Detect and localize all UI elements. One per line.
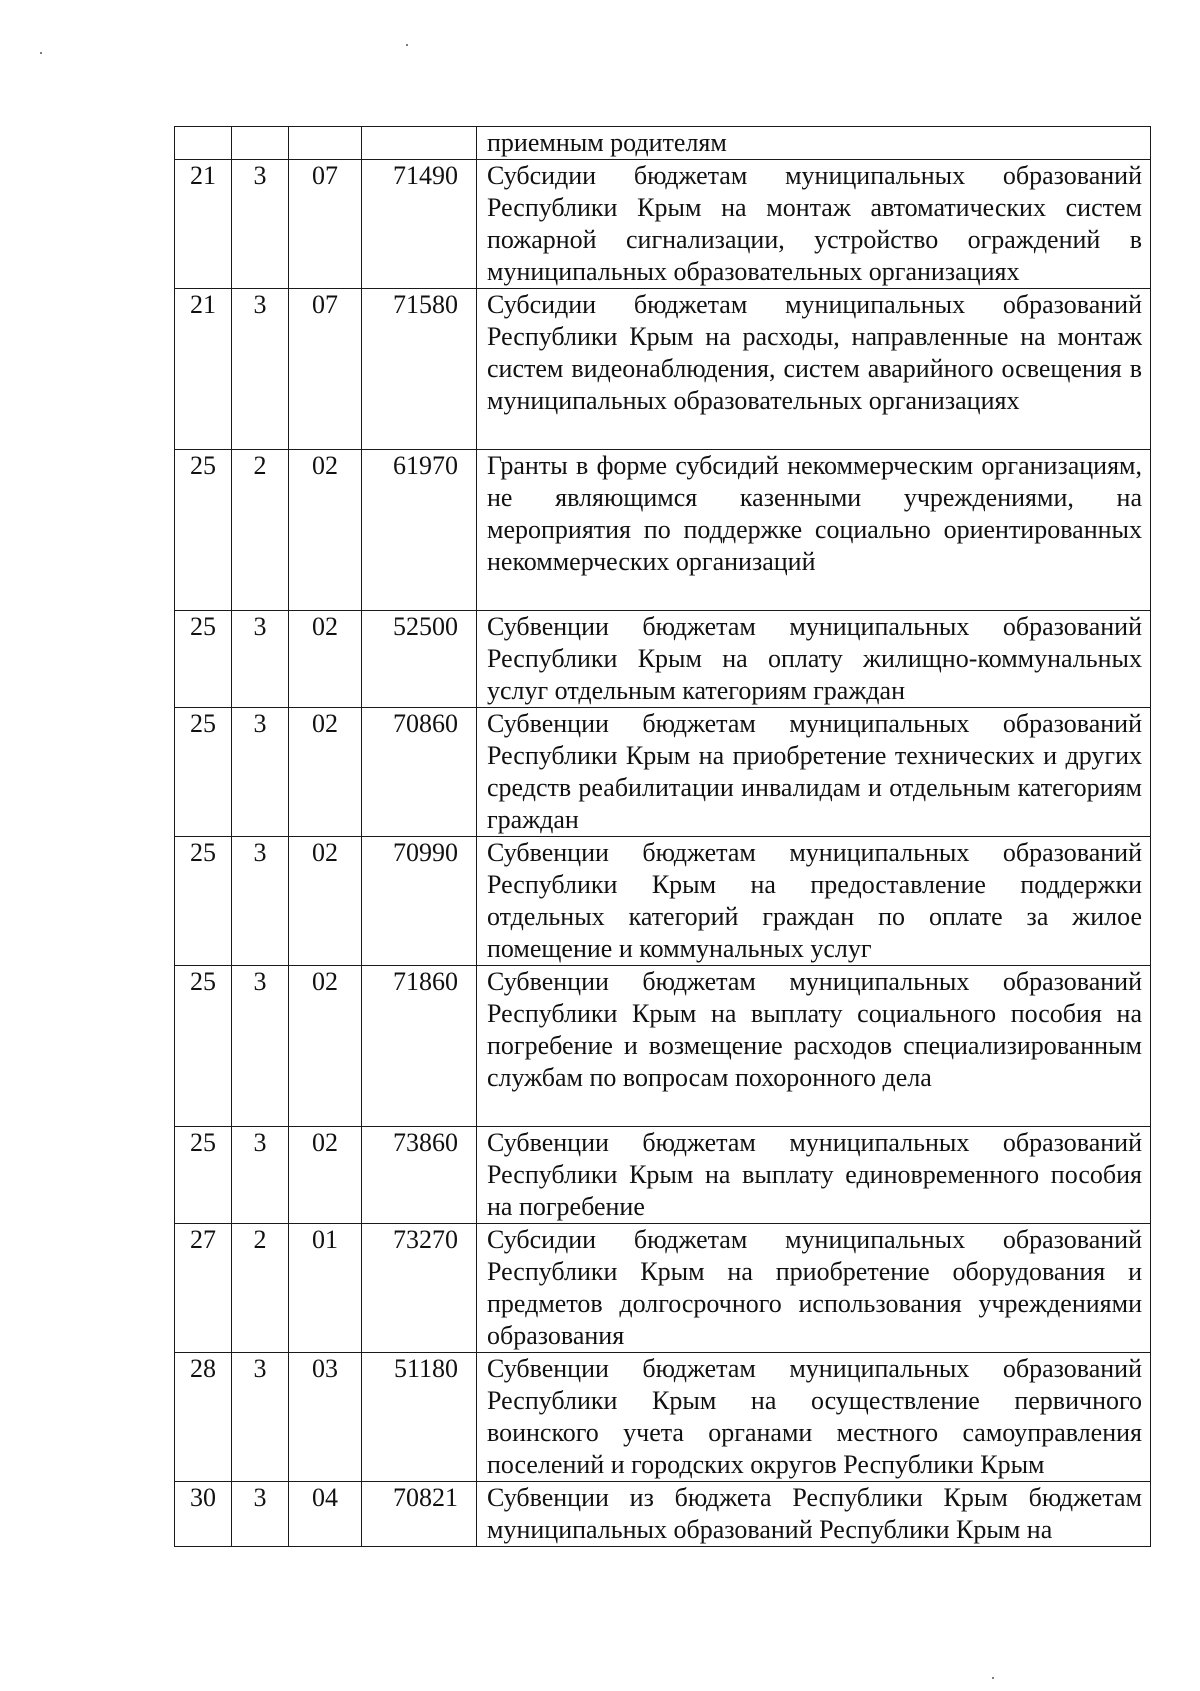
code-cell-1: 25	[175, 450, 232, 611]
code-cell-4: 70860	[362, 708, 477, 837]
code-cell-2: 3	[232, 966, 289, 1127]
code-cell-3: 02	[289, 1127, 362, 1224]
code-cell-4: 61970	[362, 450, 477, 611]
code-cell-2: 2	[232, 1224, 289, 1353]
code-cell-3: 02	[289, 611, 362, 708]
description-cell: Субвенции бюджетам муниципальных образований Республики Крым на предоставление поддержки отдельных категорий граждан по оплате за жилое помещение и коммунальных услуг	[477, 837, 1151, 966]
code-cell-3: 04	[289, 1482, 362, 1547]
code-cell-3: 02	[289, 450, 362, 611]
code-cell-1	[175, 127, 232, 160]
code-cell-4: 52500	[362, 611, 477, 708]
description-cell: приемным родителям	[477, 127, 1151, 160]
code-cell-3: 01	[289, 1224, 362, 1353]
code-cell-1: 25	[175, 966, 232, 1127]
code-cell-2: 3	[232, 289, 289, 450]
table-row	[175, 966, 1151, 1127]
code-cell-1: 25	[175, 1127, 232, 1224]
code-cell-2	[232, 127, 289, 160]
table-row	[175, 127, 1151, 160]
code-cell-3: 02	[289, 966, 362, 1127]
code-cell-2: 3	[232, 1353, 289, 1482]
table-row	[175, 1224, 1151, 1353]
code-cell-1: 28	[175, 1353, 232, 1482]
code-cell-1: 25	[175, 837, 232, 966]
code-cell-4	[362, 127, 477, 160]
code-cell-3: 02	[289, 708, 362, 837]
budget-classification-table	[174, 126, 1151, 1547]
scan-speck	[992, 1677, 994, 1679]
table-row	[175, 1482, 1151, 1547]
code-cell-4: 70821	[362, 1482, 477, 1547]
code-cell-4: 73270	[362, 1224, 477, 1353]
table-row	[175, 837, 1151, 966]
code-cell-2: 3	[232, 708, 289, 837]
code-cell-2: 3	[232, 611, 289, 708]
description-cell: Субсидии бюджетам муниципальных образований Республики Крым на приобретение оборудования и предметов долгосрочного использования учреждениями образования	[477, 1224, 1151, 1353]
code-cell-4: 71860	[362, 966, 477, 1127]
description-cell: Субвенции бюджетам муниципальных образований Республики Крым на выплату единовременного пособия на погребение	[477, 1127, 1151, 1224]
code-cell-4: 71490	[362, 160, 477, 289]
code-cell-3: 07	[289, 289, 362, 450]
code-cell-4: 73860	[362, 1127, 477, 1224]
table-row	[175, 450, 1151, 611]
description-cell: Субсидии бюджетам муниципальных образований Республики Крым на монтаж автоматических систем пожарной сигнализации, устройство ограждений в муниципальных образовательных организациях	[477, 160, 1151, 289]
code-cell-2: 3	[232, 837, 289, 966]
description-cell: Субвенции бюджетам муниципальных образований Республики Крым на оплату жилищно-коммунальных услуг отдельным категориям граждан	[477, 611, 1151, 708]
code-cell-3: 02	[289, 837, 362, 966]
code-cell-3: 03	[289, 1353, 362, 1482]
code-cell-3: 07	[289, 160, 362, 289]
table-row	[175, 708, 1151, 837]
table-row	[175, 1127, 1151, 1224]
table-row	[175, 611, 1151, 708]
code-cell-2: 3	[232, 160, 289, 289]
description-cell: Субвенции бюджетам муниципальных образований Республики Крым на осуществление первичного воинского учета органами местного самоуправления поселений и городских округов Республики Крым	[477, 1353, 1151, 1482]
description-cell: Гранты в форме субсидий некоммерческим организациям, не являющимся казенными учреждениями, на мероприятия по поддержке социально ориентированных некоммерческих организаций	[477, 450, 1151, 611]
description-cell: Субсидии бюджетам муниципальных образований Республики Крым на расходы, направленные на монтаж систем видеонаблюдения, систем аварийного освещения в муниципальных образовательных организациях	[477, 289, 1151, 450]
table-row	[175, 289, 1151, 450]
code-cell-1: 25	[175, 611, 232, 708]
code-cell-4: 70990	[362, 837, 477, 966]
table-row	[175, 1353, 1151, 1482]
description-cell: Субвенции бюджетам муниципальных образований Республики Крым на выплату социального пособия на погребение и возмещение расходов специализированным службам по вопросам похоронного дела	[477, 966, 1151, 1127]
code-cell-1: 30	[175, 1482, 232, 1547]
code-cell-2: 3	[232, 1482, 289, 1547]
code-cell-1: 21	[175, 289, 232, 450]
code-cell-2: 2	[232, 450, 289, 611]
code-cell-4: 51180	[362, 1353, 477, 1482]
description-cell: Субвенции бюджетам муниципальных образований Республики Крым на приобретение технических и других средств реабилитации инвалидам и отдельным категориям граждан	[477, 708, 1151, 837]
scan-speck	[40, 52, 42, 54]
code-cell-2: 3	[232, 1127, 289, 1224]
code-cell-1: 27	[175, 1224, 232, 1353]
description-cell: Субвенции из бюджета Республики Крым бюджетам муниципальных образований Республики Крым на	[477, 1482, 1151, 1547]
code-cell-1: 21	[175, 160, 232, 289]
code-cell-4: 71580	[362, 289, 477, 450]
code-cell-1: 25	[175, 708, 232, 837]
scan-speck	[406, 44, 408, 46]
code-cell-3	[289, 127, 362, 160]
table-row	[175, 160, 1151, 289]
